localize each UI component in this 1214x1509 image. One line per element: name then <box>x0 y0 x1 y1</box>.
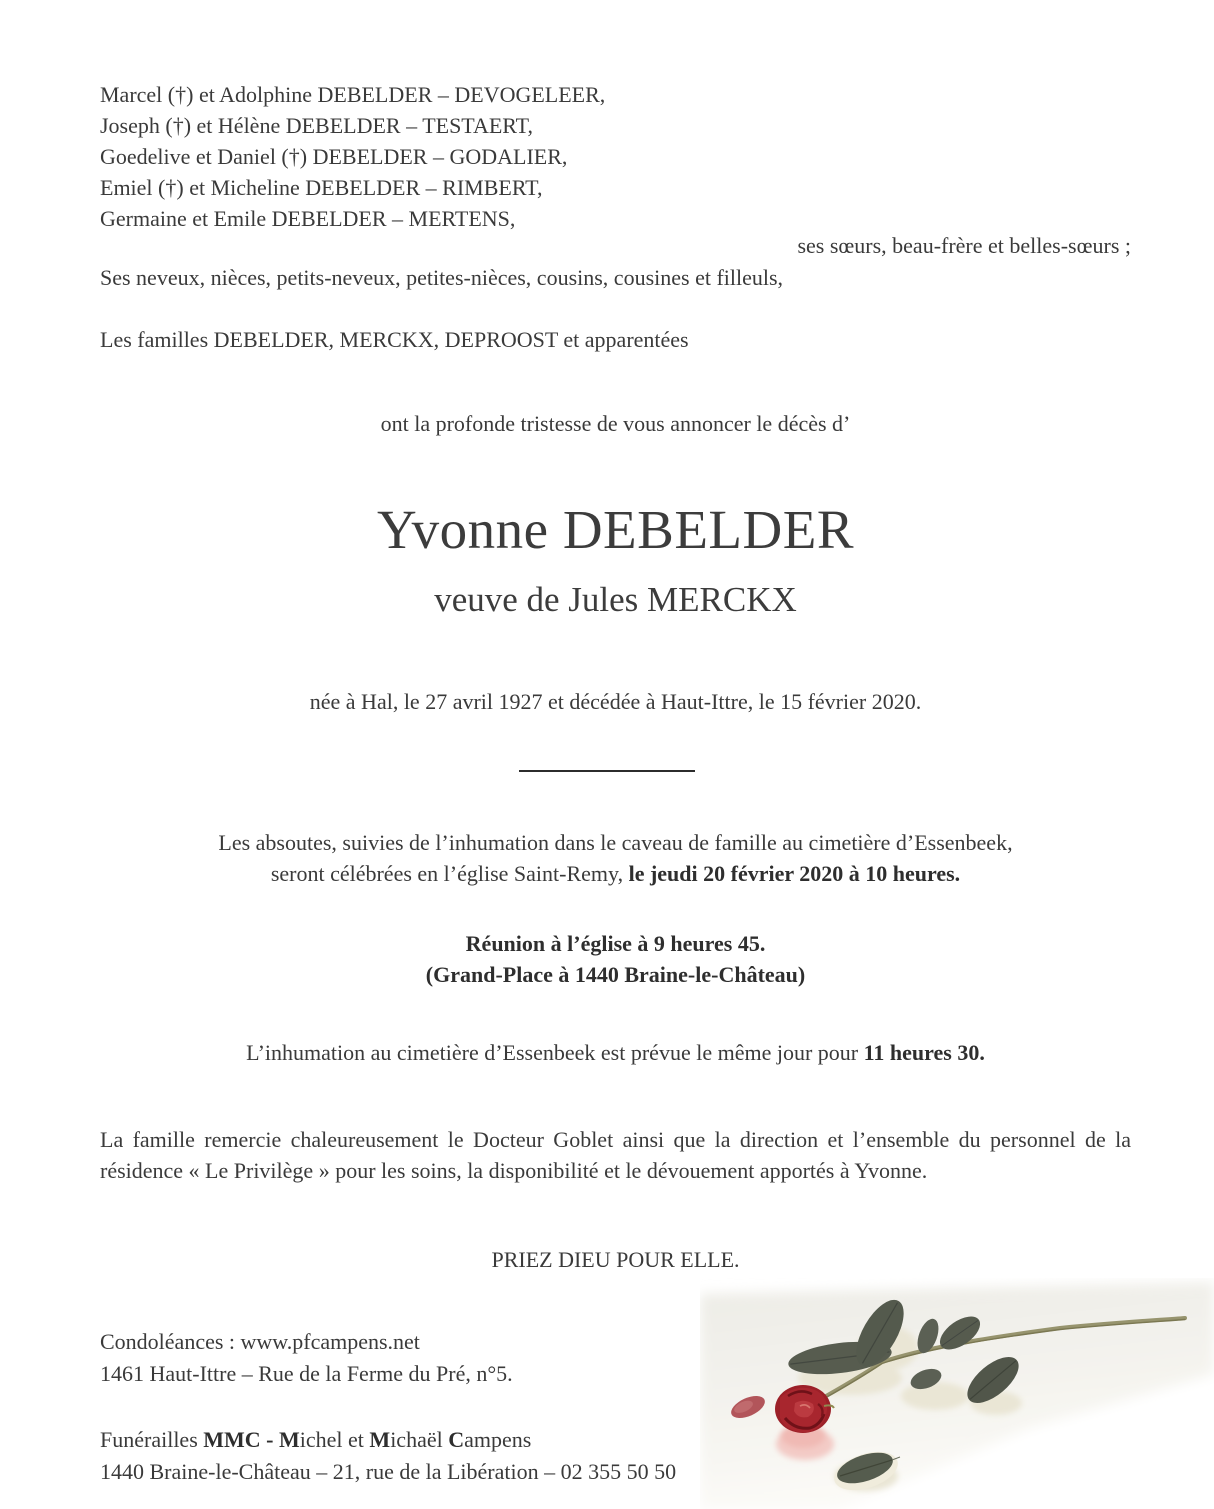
relation-line: ses sœurs, beau-frère et belles-sœurs ; <box>797 233 1131 258</box>
funeral-prefix: Funérailles <box>100 1427 204 1452</box>
thanks-paragraph <box>100 1124 1131 1186</box>
funeral-mmc: MMC - M <box>203 1427 300 1452</box>
address-line: 1461 Haut-Ittre – Rue de la Ferme du Pré, n°5. <box>100 1361 513 1386</box>
thanks-line-2: résidence « Le Privilège » pour les soins, la disponibilité et le dévouement apportés à Yvonne. <box>100 1158 928 1183</box>
inhumation-regular: L’inhumation au cimetière d’Essenbeek est prévue le même jour pour <box>246 1040 864 1065</box>
life-dates-line: née à Hal, le 27 avril 1927 et décédée à Haut-Ittre, le 15 février 2020. <box>309 689 922 714</box>
reunion-line-1: Réunion à l’église à 9 heures 45. <box>465 931 766 956</box>
ceremony-line-2-bold: le jeudi 20 février 2020 à 10 heures. <box>628 861 961 886</box>
family-line: Marcel (†) et Adolphine DEBELDER – DEVOGELEER, <box>100 82 606 107</box>
funeral-text: ichel et <box>299 1427 370 1452</box>
prayer-line: PRIEZ DIEU POUR ELLE. <box>491 1247 740 1272</box>
ceremony-line-2 <box>100 858 1131 889</box>
ceremony-line-2-regular: seront célébrées en l’église Saint-Remy, <box>270 861 629 886</box>
deceased-name: Yvonne DEBELDER <box>376 499 855 560</box>
funeral-initial-m: M <box>369 1427 391 1452</box>
family-line: Emiel (†) et Micheline DEBELDER – RIMBERT, <box>100 175 543 200</box>
relatives-line: Ses neveux, nièces, petits-neveux, petites-nièces, cousins, cousines et filleuls, <box>100 265 784 290</box>
families-line: Les familles DEBELDER, MERCKX, DEPROOST et apparentées <box>100 327 689 352</box>
section-divider <box>519 770 695 772</box>
ceremony-paragraph <box>100 827 1131 889</box>
rose-photo <box>700 1278 1214 1509</box>
reunion-line-2: (Grand-Place à 1440 Braine-le-Château) <box>425 962 806 987</box>
family-line: Joseph (†) et Hélène DEBELDER – TESTAERT, <box>100 113 533 138</box>
funeral-initial-c: C <box>448 1427 465 1452</box>
funeral-text: ichaël <box>390 1427 449 1452</box>
condolences-line: Condoléances : www.pfcampens.net <box>100 1329 420 1354</box>
funeral-address-line: 1440 Braine-le-Château – 21, rue de la Libération – 02 355 50 50 <box>100 1459 677 1484</box>
ceremony-line-1: Les absoutes, suivies de l’inhumation dans le caveau de famille au cimetière d’Essenbeek, <box>218 830 1013 855</box>
inhumation-line <box>100 1037 1131 1068</box>
deceased-subtitle: veuve de Jules MERCKX <box>434 580 797 619</box>
family-names-list <box>100 79 1131 234</box>
thanks-line-1: La famille remercie chaleureusement le Docteur Goblet ainsi que la direction et l’ensemble du personnel de la <box>100 1127 1131 1152</box>
reunion-block <box>100 928 1131 990</box>
family-line: Goedelive et Daniel (†) DEBELDER – GODALIER, <box>100 144 568 169</box>
inhumation-bold: 11 heures 30. <box>863 1040 985 1065</box>
announcement-line: ont la profonde tristesse de vous annoncer le décès d’ <box>380 411 851 436</box>
funeral-text: ampens <box>464 1427 532 1452</box>
family-line: Germaine et Emile DEBELDER – MERTENS, <box>100 206 516 231</box>
